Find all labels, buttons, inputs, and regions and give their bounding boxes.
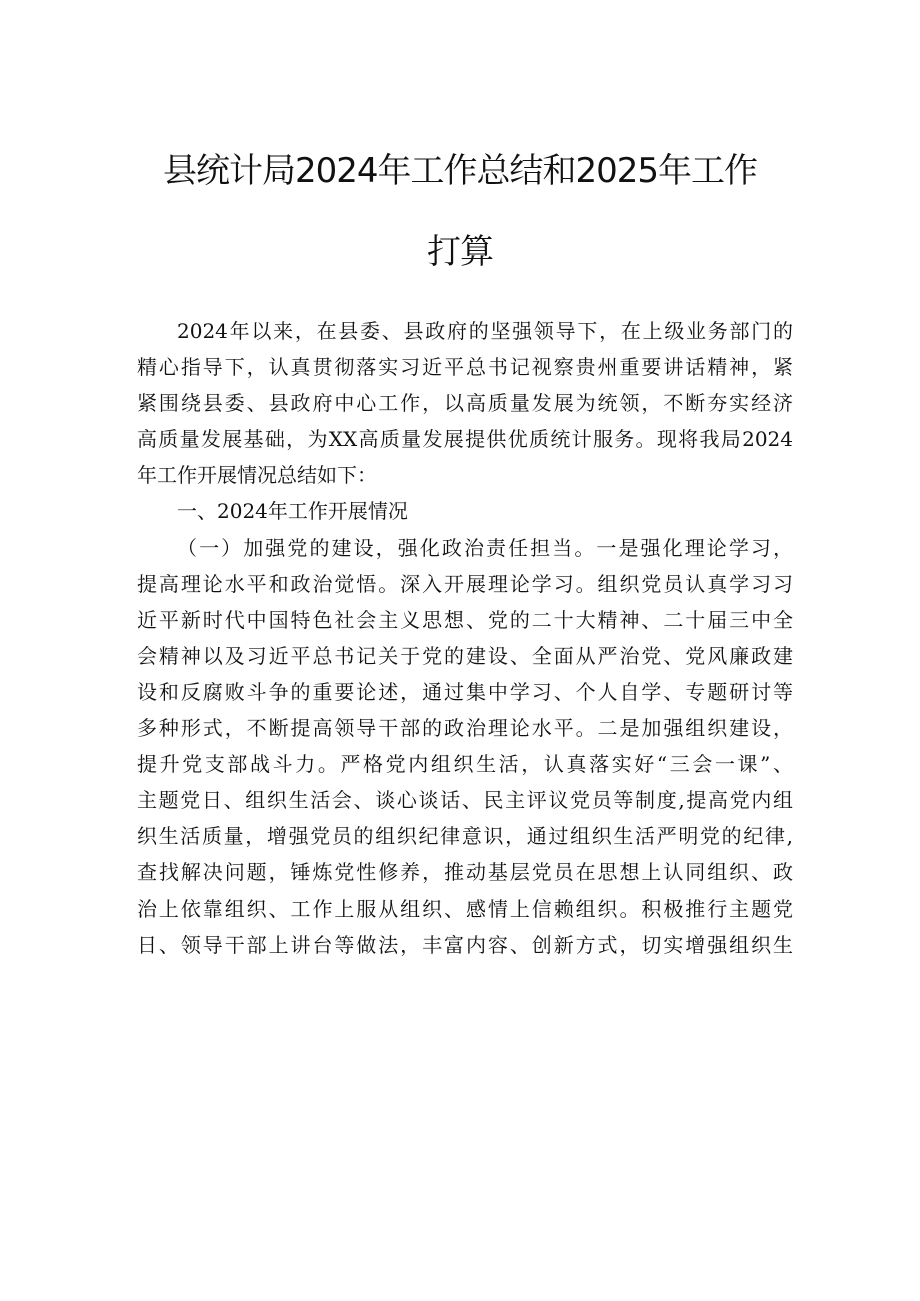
body-line: 会精神以及习近平总书记关于党的建设、全面从严治党、党风廉政建 — [137, 643, 793, 668]
body-line: 织生活质量，增强党员的组织纪律意识，通过组织生活严明党的纪律, — [137, 824, 793, 849]
body-line: 精心指导下，认真贯彻落实习近平总书记视察贵州重要讲话精神，紧 — [137, 355, 793, 380]
body-line: 日、领导干部上讲台等做法，丰富内容、创新方式，切实增强组织生 — [137, 932, 793, 957]
document-title-line-2: 打算 — [427, 232, 493, 272]
body-line: 设和反腐败斗争的重要论述，通过集中学习、个人自学、专题研讨等 — [137, 679, 793, 704]
body-line: 多种形式，不断提高领导干部的政治理论水平。二是加强组织建设， — [137, 716, 793, 741]
body-line: 紧围绕县委、县政府中心工作，以高质量发展为统领，不断夯实经济 — [137, 391, 793, 416]
document-title-line-1: 县统计局2024年工作总结和2025年工作 — [162, 151, 758, 191]
body-line: 2024年以来，在县委、县政府的坚强领导下，在上级业务部门的 — [177, 319, 793, 343]
body-line: 提升党支部战斗力。严格党内组织生活，认真落实好“三会一课”、 — [137, 752, 793, 777]
body-line: 查找解决问题，锤炼党性修养，推动基层党员在思想上认同组织、政 — [137, 860, 793, 885]
body-line: 年工作开展情况总结如下： — [137, 463, 377, 488]
body-line: 一、2024年工作开展情况 — [177, 499, 408, 524]
body-line: 高质量发展基础，为XX高质量发展提供优质统计服务。现将我局2024 — [137, 427, 793, 452]
body-line: （一）加强党的建设，强化政治责任担当。一是强化理论学习， — [177, 535, 793, 560]
body-line: 提高理论水平和政治觉悟。深入开展理论学习。组织党员认真学习习 — [137, 571, 793, 596]
body-line: 近平新时代中国特色社会主义思想、党的二十大精神、二十届三中全 — [137, 607, 793, 632]
document-body — [137, 313, 793, 963]
body-line: 主题党日、组织生活会、谈心谈话、民主评议党员等制度,提高党内组 — [137, 788, 793, 813]
body-line: 治上依靠组织、工作上服从组织、感情上信赖组织。积极推行主题党 — [137, 896, 793, 921]
